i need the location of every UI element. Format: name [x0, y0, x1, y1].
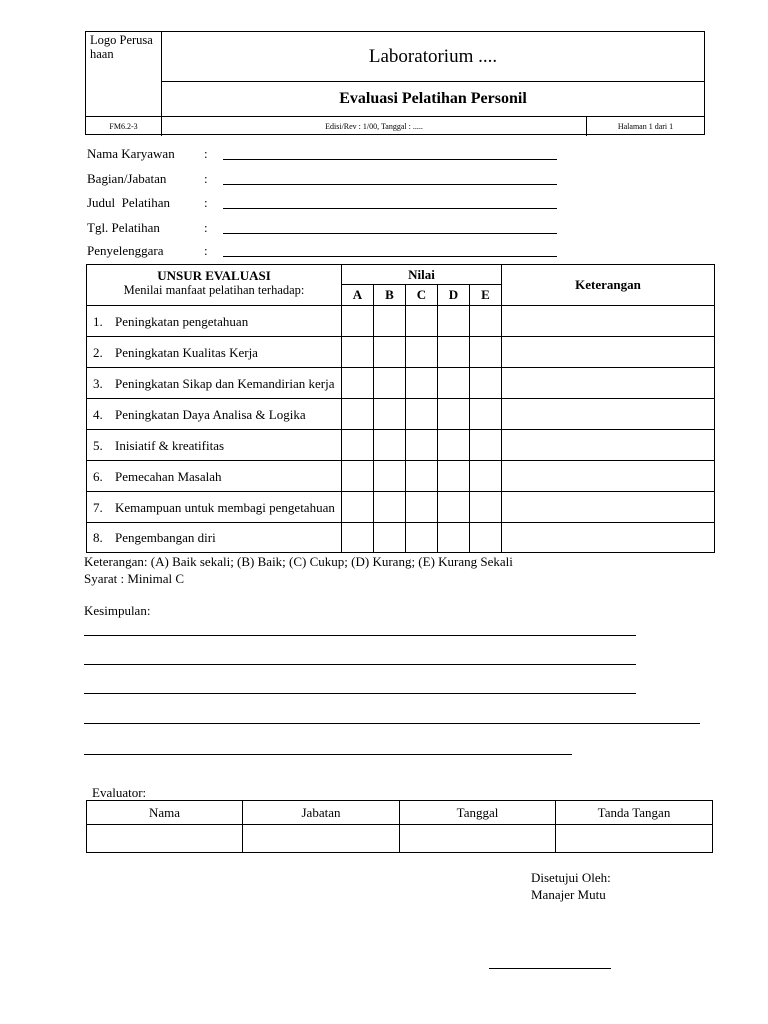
kesimpulan-line[interactable] — [84, 723, 700, 724]
keterangan-cell[interactable] — [502, 492, 715, 523]
field-label: Bagian/Jabatan — [87, 171, 167, 186]
field-bagian-jabatan[interactable] — [87, 171, 567, 189]
item-text: Peningkatan Sikap dan Kemandirian kerja — [115, 375, 335, 391]
kesimpulan-line[interactable] — [84, 664, 636, 665]
field-judul-pelatihan[interactable] — [87, 195, 567, 213]
item-cell — [87, 461, 342, 492]
item-text: Inisiatif & kreatifitas — [115, 437, 225, 453]
item-cell — [87, 368, 342, 399]
grade-d-cell[interactable] — [438, 306, 470, 337]
grade-legend: Keterangan: (A) Baik sekali; (B) Baik; (C) Cukup; (D) Kurang; (E) Kurang Sekali — [84, 554, 513, 569]
item-cell — [87, 430, 342, 461]
evaluator-col-tanggal: Tanggal — [400, 801, 556, 825]
field-nama-karyawan[interactable] — [87, 146, 567, 164]
table-row — [87, 523, 715, 553]
doc-edition: Edisi/Rev : 1/00, Tanggal : ..... — [162, 117, 587, 136]
grade-b-cell[interactable] — [374, 337, 406, 368]
unsur-header — [87, 265, 342, 306]
item-number: 4. — [93, 406, 103, 422]
grade-a-cell[interactable] — [342, 461, 374, 492]
grade-a-cell[interactable] — [342, 430, 374, 461]
form-title: Evaluasi Pelatihan Personil — [339, 90, 527, 107]
item-text: Peningkatan Kualitas Kerja — [115, 344, 258, 360]
keterangan-cell[interactable] — [502, 306, 715, 337]
item-cell — [87, 492, 342, 523]
grade-a-cell[interactable] — [342, 306, 374, 337]
field-label: Judul Pelatihan — [87, 195, 171, 210]
grade-d-cell[interactable] — [438, 399, 470, 430]
grade-c-header: C — [406, 285, 438, 306]
grade-b-cell[interactable] — [374, 306, 406, 337]
table-row — [87, 337, 715, 368]
evaluator-jabatan-cell[interactable] — [243, 825, 400, 853]
grade-b-cell[interactable] — [374, 492, 406, 523]
grade-a-cell[interactable] — [342, 368, 374, 399]
grade-e-cell[interactable] — [470, 399, 502, 430]
field-label: Tgl. Pelatihan — [87, 220, 160, 235]
item-text: Kemampuan untuk membagi pengetahuan — [115, 499, 335, 515]
item-number: 1. — [93, 313, 103, 329]
kesimpulan-line[interactable] — [84, 754, 572, 755]
field-input-line[interactable] — [223, 233, 557, 234]
evaluator-tanggal-cell[interactable] — [400, 825, 556, 853]
grade-d-header: D — [438, 285, 470, 306]
field-tgl-pelatihan[interactable] — [87, 220, 567, 238]
approval-signature-line[interactable] — [489, 968, 611, 969]
grade-e-cell[interactable] — [470, 461, 502, 492]
grade-c-cell[interactable] — [406, 337, 438, 368]
grade-d-cell[interactable] — [438, 368, 470, 399]
item-text: Pengembangan diri — [115, 530, 216, 545]
item-cell — [87, 399, 342, 430]
grade-e-cell[interactable] — [470, 430, 502, 461]
doc-info-row — [86, 116, 704, 136]
grade-d-cell[interactable] — [438, 337, 470, 368]
grade-e-header: E — [470, 285, 502, 306]
field-input-line[interactable] — [223, 256, 557, 257]
item-text: Pemecahan Masalah — [115, 468, 222, 484]
field-colon: : — [204, 220, 208, 235]
kesimpulan-line[interactable] — [84, 635, 636, 636]
unsur-subtitle: Menilai manfaat pelatihan terhadap: — [123, 283, 305, 297]
item-cell — [87, 337, 342, 368]
grade-e-cell[interactable] — [470, 306, 502, 337]
keterangan-header: Keterangan — [502, 265, 715, 306]
item-number: 6. — [93, 468, 103, 484]
grade-d-cell[interactable] — [438, 461, 470, 492]
company-logo-placeholder: Logo Perusahaan — [86, 32, 162, 116]
grade-c-cell[interactable] — [406, 523, 438, 553]
grade-a-cell[interactable] — [342, 337, 374, 368]
table-row — [87, 430, 715, 461]
field-label: Nama Karyawan — [87, 146, 175, 161]
item-text: Peningkatan pengetahuan — [115, 313, 249, 329]
item-number: 2. — [93, 344, 103, 360]
approval-role: Manajer Mutu — [531, 887, 606, 902]
grade-e-cell[interactable] — [470, 368, 502, 399]
field-colon: : — [204, 195, 208, 210]
evaluator-col-tanda-tangan: Tanda Tangan — [556, 801, 713, 825]
grade-b-cell[interactable] — [374, 523, 406, 553]
evaluator-col-nama: Nama — [87, 801, 243, 825]
minimum-requirement: Syarat : Minimal C — [84, 571, 185, 586]
item-number: 7. — [93, 499, 103, 515]
grade-c-cell[interactable] — [406, 306, 438, 337]
table-row — [87, 306, 715, 337]
grade-e-cell[interactable] — [470, 523, 502, 553]
item-text: Peningkatan Daya Analisa & Logika — [115, 406, 306, 422]
item-cell — [87, 523, 342, 553]
evaluation-table — [86, 264, 715, 553]
field-colon: : — [204, 171, 208, 186]
grade-a-cell[interactable] — [342, 523, 374, 553]
grade-c-cell[interactable] — [406, 492, 438, 523]
table-row — [87, 368, 715, 399]
evaluator-nama-cell[interactable] — [87, 825, 243, 853]
grade-c-cell[interactable] — [406, 399, 438, 430]
grade-a-cell[interactable] — [342, 492, 374, 523]
lab-title: Laboratorium .... — [162, 32, 704, 82]
keterangan-cell[interactable] — [502, 461, 715, 492]
item-number: 3. — [93, 375, 103, 391]
item-number: 5. — [93, 437, 103, 453]
field-input-line[interactable] — [223, 159, 557, 160]
keterangan-cell[interactable] — [502, 399, 715, 430]
nilai-header: Nilai — [342, 265, 502, 285]
keterangan-cell[interactable] — [502, 430, 715, 461]
item-number: 8. — [93, 530, 103, 545]
grade-d-cell[interactable] — [438, 492, 470, 523]
table-row — [87, 492, 715, 523]
grade-e-cell[interactable] — [470, 337, 502, 368]
kesimpulan-label: Kesimpulan: — [84, 603, 151, 618]
kesimpulan-line[interactable] — [84, 693, 636, 694]
item-cell — [87, 306, 342, 337]
approval-label: Disetujui Oleh: — [531, 870, 611, 885]
keterangan-cell[interactable] — [502, 337, 715, 368]
field-colon: : — [204, 243, 208, 258]
table-row — [87, 461, 715, 492]
grade-a-header: A — [342, 285, 374, 306]
field-colon: : — [204, 146, 208, 161]
grade-b-cell[interactable] — [374, 399, 406, 430]
keterangan-cell[interactable] — [502, 523, 715, 553]
grade-b-header: B — [374, 285, 406, 306]
grade-d-cell[interactable] — [438, 430, 470, 461]
evaluator-col-jabatan: Jabatan — [243, 801, 400, 825]
grade-c-cell[interactable] — [406, 368, 438, 399]
unsur-title: UNSUR EVALUASI — [157, 268, 271, 283]
grade-b-cell[interactable] — [374, 368, 406, 399]
keterangan-cell[interactable] — [502, 368, 715, 399]
grade-b-cell[interactable] — [374, 430, 406, 461]
doc-page: Halaman 1 dari 1 — [617, 122, 674, 131]
evaluator-signature-cell[interactable] — [556, 825, 713, 853]
evaluator-table — [86, 800, 713, 853]
grade-d-cell[interactable] — [438, 523, 470, 553]
field-penyelenggara[interactable] — [87, 243, 567, 261]
field-input-line[interactable] — [223, 208, 557, 209]
grade-b-cell[interactable] — [374, 461, 406, 492]
doc-code: FM6.2-3 — [86, 117, 162, 136]
grade-c-cell[interactable] — [406, 461, 438, 492]
grade-e-cell[interactable] — [470, 492, 502, 523]
table-row — [87, 399, 715, 430]
grade-a-cell[interactable] — [342, 399, 374, 430]
field-input-line[interactable] — [223, 184, 557, 185]
evaluator-label: Evaluator: — [92, 785, 147, 800]
grade-c-cell[interactable] — [406, 430, 438, 461]
form-header — [85, 31, 705, 135]
field-label: Penyelenggara — [87, 243, 164, 258]
